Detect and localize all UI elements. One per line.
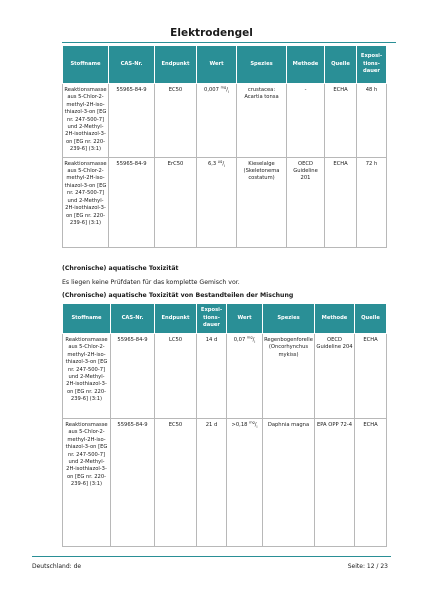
cell-dauer: 21 d [197,419,227,547]
column-header: CAS-Nr. [111,304,155,334]
column-header: Endpunkt [155,304,197,334]
cell-spezies: Regenbogenforelle (Oncorhynchus mykiss) [263,334,315,419]
column-header: Wert [197,46,237,84]
table-row [63,419,387,547]
wert-value: 6,3 [207,160,217,167]
cell-spezies: crustacea: Acartia tonsa [237,84,287,158]
footer-divider [32,556,391,557]
cell-endpunkt: LC50 [155,334,197,419]
column-header: Stoffname [63,304,111,334]
column-header: Quelle [355,304,387,334]
wert-value: 0,07 [233,337,246,343]
column-header: Methode [287,46,325,84]
cell-cas: 55965-84-9 [111,334,155,419]
acute-toxicity-table [62,45,387,248]
cell-dauer: 14 d [197,334,227,419]
unit-denominator: l [227,90,229,95]
chronic-toxicity-table [62,303,387,547]
cell-spezies: Daphnia magna [263,419,315,547]
footer-page-number: Seite: 12 / 23 [347,563,388,570]
cell-methode: OECD Guideline 204 [315,334,355,419]
unit-denominator: l [256,425,258,430]
cell-spezies: Kieselalge (Skeletonema costatum) [237,157,287,247]
column-header: Stoffname [63,46,109,84]
column-header: Spezies [237,46,287,84]
section-text-no-data: Es liegen keine Prüfdaten für das komplette Gemisch vor. [62,279,240,286]
cell-dauer: 72 h [357,157,387,247]
table-header-row [63,304,387,334]
column-header: Wert [227,304,263,334]
cell-quelle: ECHA [325,84,357,158]
cell-cas: 55965-84-9 [109,157,155,247]
unit-denominator: l [254,340,256,345]
unit-numerator: µg [217,158,223,163]
cell-quelle: ECHA [325,157,357,247]
page-title: Elektrodengel [170,27,253,39]
table-row [63,334,387,419]
column-header: Exposi-tions-dauer [357,46,387,84]
cell-endpunkt: ErC50 [155,157,197,247]
cell-cas: 55965-84-9 [111,419,155,547]
cell-wert: >0,18 $^{mg}/_l$ [227,419,263,547]
unit-numerator: mg [246,335,253,340]
title-divider [62,42,396,43]
cell-stoffname: Reaktionsmasse aus 5-Chlor-2-methyl-2H-iso-thiazol-3-on [EG nr. 247-500-7] und 2-Methyl-2H-isothiazol-3-on [EG nr. 220-239-6] (3:1) [63,419,111,547]
cell-methode: - [287,84,325,158]
cell-stoffname: Reaktionsmasse aus 5-Chlor-2-methyl-2H-iso-thiazol-3-on [EG nr. 247-500-7] und 2-Methyl-2H-isothiazol-3-on [EG nr. 220-239-6] (3:1) [63,84,109,158]
cell-endpunkt: EC50 [155,419,197,547]
footer-country: Deutschland: de [32,563,82,570]
unit-denominator: l [224,163,226,168]
cell-quelle: ECHA [355,419,387,547]
table-row [63,157,387,247]
column-header: Methode [315,304,355,334]
cell-quelle: ECHA [355,334,387,419]
cell-methode: EPA OPP 72-4 [315,419,355,547]
column-header: Spezies [263,304,315,334]
cell-wert: 0,07 $^{mg}/_l$ [227,334,263,419]
column-header: CAS-Nr. [109,46,155,84]
column-header: Endpunkt [155,46,197,84]
table-row [63,84,387,158]
cell-stoffname: Reaktionsmasse aus 5-Chlor-2-methyl-2H-iso-thiazol-3-on [EG nr. 247-500-7] und 2-Methyl-2H-isothiazol-3-on [EG nr. 220-239-6] (3:1) [63,334,111,419]
cell-cas: 55965-84-9 [109,84,155,158]
cell-methode: OECD Guideline 201 [287,157,325,247]
unit-numerator: mg [220,85,227,90]
column-header: Quelle [325,46,357,84]
unit-numerator: mg [249,420,255,425]
table-header-row [63,46,387,84]
cell-dauer: 48 h [357,84,387,158]
cell-stoffname: Reaktionsmasse aus 5-Chlor-2-methyl-2H-iso-thiazol-3-on [EG nr. 247-500-7] und 2-Methyl-2H-isothiazol-3-on [EG nr. 220-239-6] (3:1) [63,157,109,247]
cell-wert: 0,007 $^{mg}/_l$ [197,84,237,158]
wert-value: >0,18 [231,422,248,428]
wert-value: 0,007 [204,87,219,93]
cell-wert: 6,3 $^{\mu g}/_l$ [197,157,237,247]
section-heading-chronic: (Chronische) aquatische Toxizität [62,265,179,272]
cell-endpunkt: EC50 [155,84,197,158]
column-header: Exposi-tions-dauer [197,304,227,334]
section-heading-components: (Chronische) aquatische Toxizität von Bestandteilen der Mischung [62,292,294,299]
